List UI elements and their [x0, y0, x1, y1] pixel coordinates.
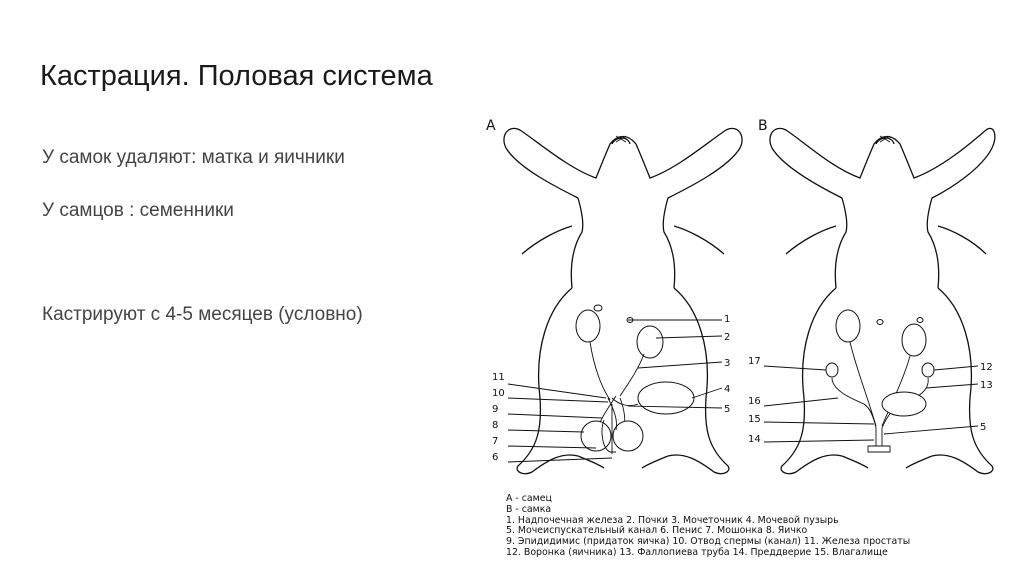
label-a-1: 1	[724, 314, 731, 325]
label-b-13: 13	[980, 380, 993, 391]
legend-line: B - самка	[506, 503, 552, 515]
bullet-age: Кастрируют с 4-5 месяцев (условно)	[42, 304, 363, 325]
slide-title: Кастрация. Половая система	[40, 60, 433, 92]
bullet-female: У самок удаляют: матка и яичники	[42, 147, 345, 168]
rabbit-b-outline	[770, 128, 995, 473]
anatomy-svg	[478, 108, 998, 494]
rabbit-b-labels	[748, 356, 993, 445]
legend-line: 12. Воронка (яичника) 13. Фаллопиева труба 14. Преддверие 15. Влагалище	[506, 546, 888, 558]
legend-line: 9. Эпидидимис (придаток яичка) 10. Отвод спермы (канал) 11. Железа простаты	[506, 536, 911, 548]
label-b-16: 16	[748, 396, 761, 407]
label-b-5: 5	[980, 422, 987, 433]
legend-line: 5. Мочеиспускательный канал 6. Пенис 7. Мошонка 8. Яичко	[506, 525, 808, 537]
panel-b-letter: B	[758, 118, 768, 134]
legend-line: 1. Надпочечная железа 2. Почки 3. Мочеточник 4. Мочевой пузырь	[506, 514, 839, 526]
label-a-5: 5	[724, 404, 731, 415]
label-a-4: 4	[724, 384, 731, 395]
rabbit-b-leader-lines	[764, 366, 978, 442]
rabbit-a-labels	[492, 314, 730, 463]
label-a-9: 9	[492, 404, 499, 415]
label-a-8: 8	[492, 420, 499, 431]
label-b-17: 17	[748, 356, 761, 367]
label-b-14: 14	[748, 434, 761, 445]
panel-a-letter: A	[486, 118, 496, 134]
label-a-7: 7	[492, 436, 499, 447]
label-a-11: 11	[492, 372, 505, 383]
label-b-15: 15	[748, 414, 761, 425]
bullet-male: У самцов : семенники	[42, 200, 234, 221]
legend-line: A - самец	[506, 493, 552, 504]
label-a-2: 2	[724, 332, 731, 343]
label-a-6: 6	[492, 452, 499, 463]
diagram-legend	[506, 494, 1006, 559]
label-a-10: 10	[492, 388, 505, 399]
label-b-12: 12	[980, 362, 993, 373]
label-a-3: 3	[724, 358, 731, 369]
rabbit-a-organs	[576, 305, 694, 454]
